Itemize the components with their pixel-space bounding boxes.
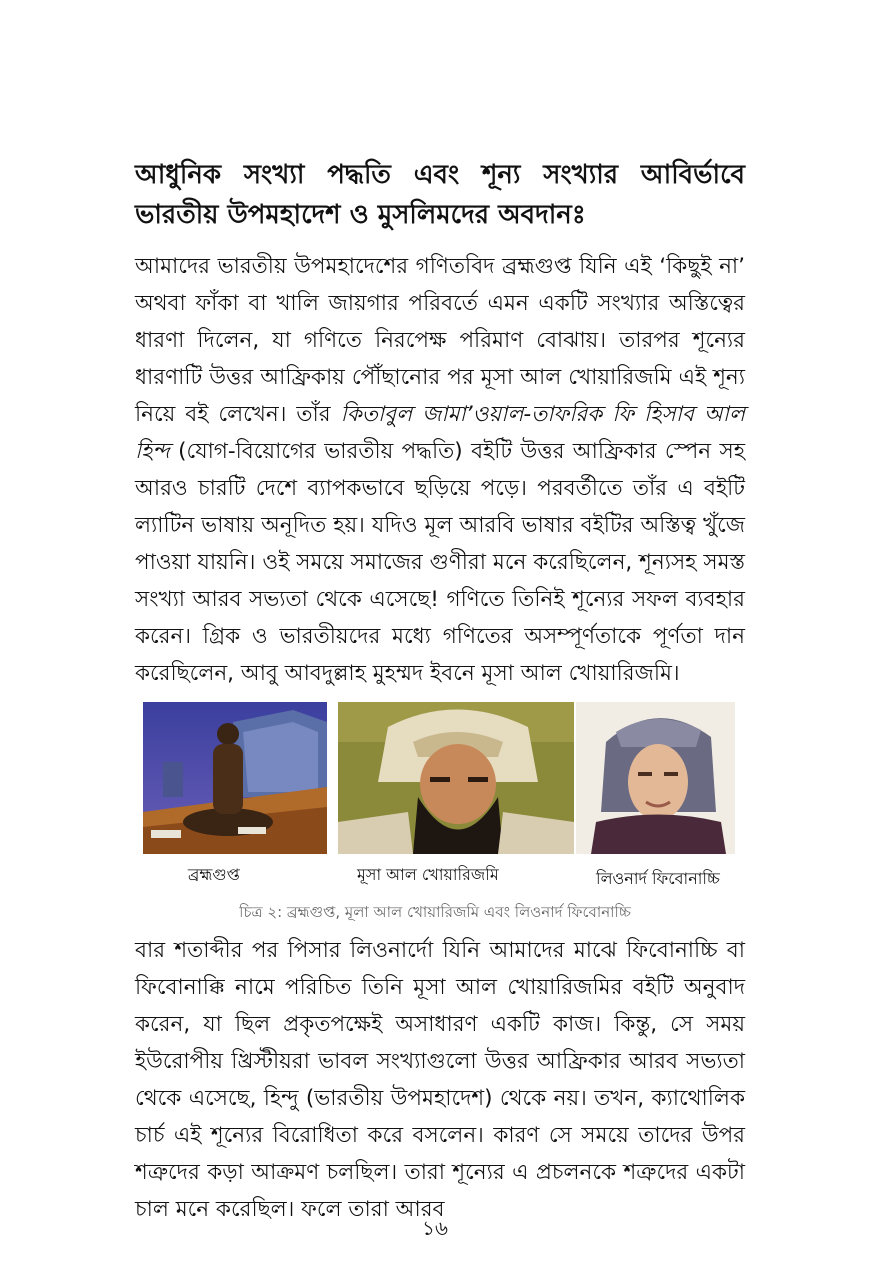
portraits-figure <box>143 702 735 854</box>
paragraph-1 <box>135 248 745 692</box>
paragraph-1-text-a: আমাদের ভারতীয় উপমহাদেশের গণিতবিদ ব্রহ্মগুপ্ত যিনি এই ‘কিছুই না’ অথবা ফাঁকা বা খালি জায়গার পরিবর্তে এমন একটি সংখ্যার অস্তিত্বের ধারণা দিলেন, যা গণিতে নিরপেক্ষ পরিমাণ বোঝায়। তারপর শূন্যের ধারণাটি উত্তর আফ্রিকায় পৌঁছানোর পর মূসা আল খোয়ারিজমি এই শূন্য নিয়ে বই লেখেন। তাঁর <box>135 254 745 427</box>
label-fibonacci: লিওনার্দ ফিবোনাচ্চি <box>596 869 720 888</box>
fibonacci-image <box>576 702 735 854</box>
brahmagupta-image <box>143 702 327 854</box>
section-heading: আধুনিক সংখ্যা পদ্ধতি এবং শূন্য সংখ্যার আবির্ভাবে ভারতীয় উপমহাদেশ ও মুসলিমদের অবদানঃ <box>135 160 745 230</box>
book-title-italic: কিতাবুল জামা’ওয়াল-তাফরিক ফি হিসাব আল হিন্দ <box>135 402 745 464</box>
page-number: ১৬ <box>422 1216 448 1240</box>
label-brahmagupta: ব্রহ্মগুপ্ত <box>188 865 240 884</box>
label-al-khwarizmi: মূসা আল খোয়ারিজমি <box>357 865 499 884</box>
al-khwarizmi-image <box>338 702 574 854</box>
figure-caption: চিত্র ২: ব্রহ্মগুপ্ত, মূলা আল খোয়ারিজমি এবং লিওনার্দ ফিবোনাচ্চি <box>239 903 631 921</box>
paragraph-1-text-b: (যোগ-বিয়োগের ভারতীয় পদ্ধতি) বইটি উত্তর আফ্রিকার স্পেন সহ আরও চারটি দেশে ব্যাপকভাবে ছড়িয়ে পড়ে। পরবর্তীতে তাঁর এ বইটি ল্যাটিন ভাষায় অনূদিত হয়। যদিও মূল আরবি ভাষার বইটির অস্তিত্ব খুঁজে পাওয়া যায়নি। ওই সময়ে সমাজের গুণীরা মনে করেছিলেন, শূন্যসহ সমস্ত সংখ্যা আরব সভ্যতা থেকে এসেছে! গণিতে তিনিই শূন্যের সফল ব্যবহার করেন। গ্রিক ও ভারতীয়দের মধ্যে গণিতের অসম্পূর্ণতাকে পূর্ণতা দান করেছিলেন, আবু আবদুল্লাহ মুহম্মদ ইবনে মূসা আল খোয়ারিজমি। <box>135 439 745 686</box>
paragraph-2: বার শতাব্দীর পর পিসার লিওনার্দো যিনি আমাদের মাঝে ফিবোনাচ্চি বা ফিবোনাক্কি নামে পরিচিত তিনি মূসা আল খোয়ারিজমির বইটি অনুবাদ করেন, যা ছিল প্রকৃতপক্ষেই অসাধারণ একটি কাজ। কিন্তু, সে সময় ইউরোপীয় খ্রিস্টীয়রা ভাবল সংখ্যাগুলো উত্তর আফ্রিকার আরব সভ্যতা থেকে এসেছে, হিন্দু (ভারতীয় উপমহাদেশ) থেকে নয়। তখন, ক্যাথোলিক চার্চ এই শূন্যের বিরোধিতা করে বসলেন। কারণ সে সময়ে তাদের উপর শত্রুদের কড়া আক্রমণ চলছিল। তারা শূন্যের এ প্রচলনকে শত্রুদের একটা চাল মনে করেছিল। ফলে তারা আরব <box>135 938 745 1222</box>
